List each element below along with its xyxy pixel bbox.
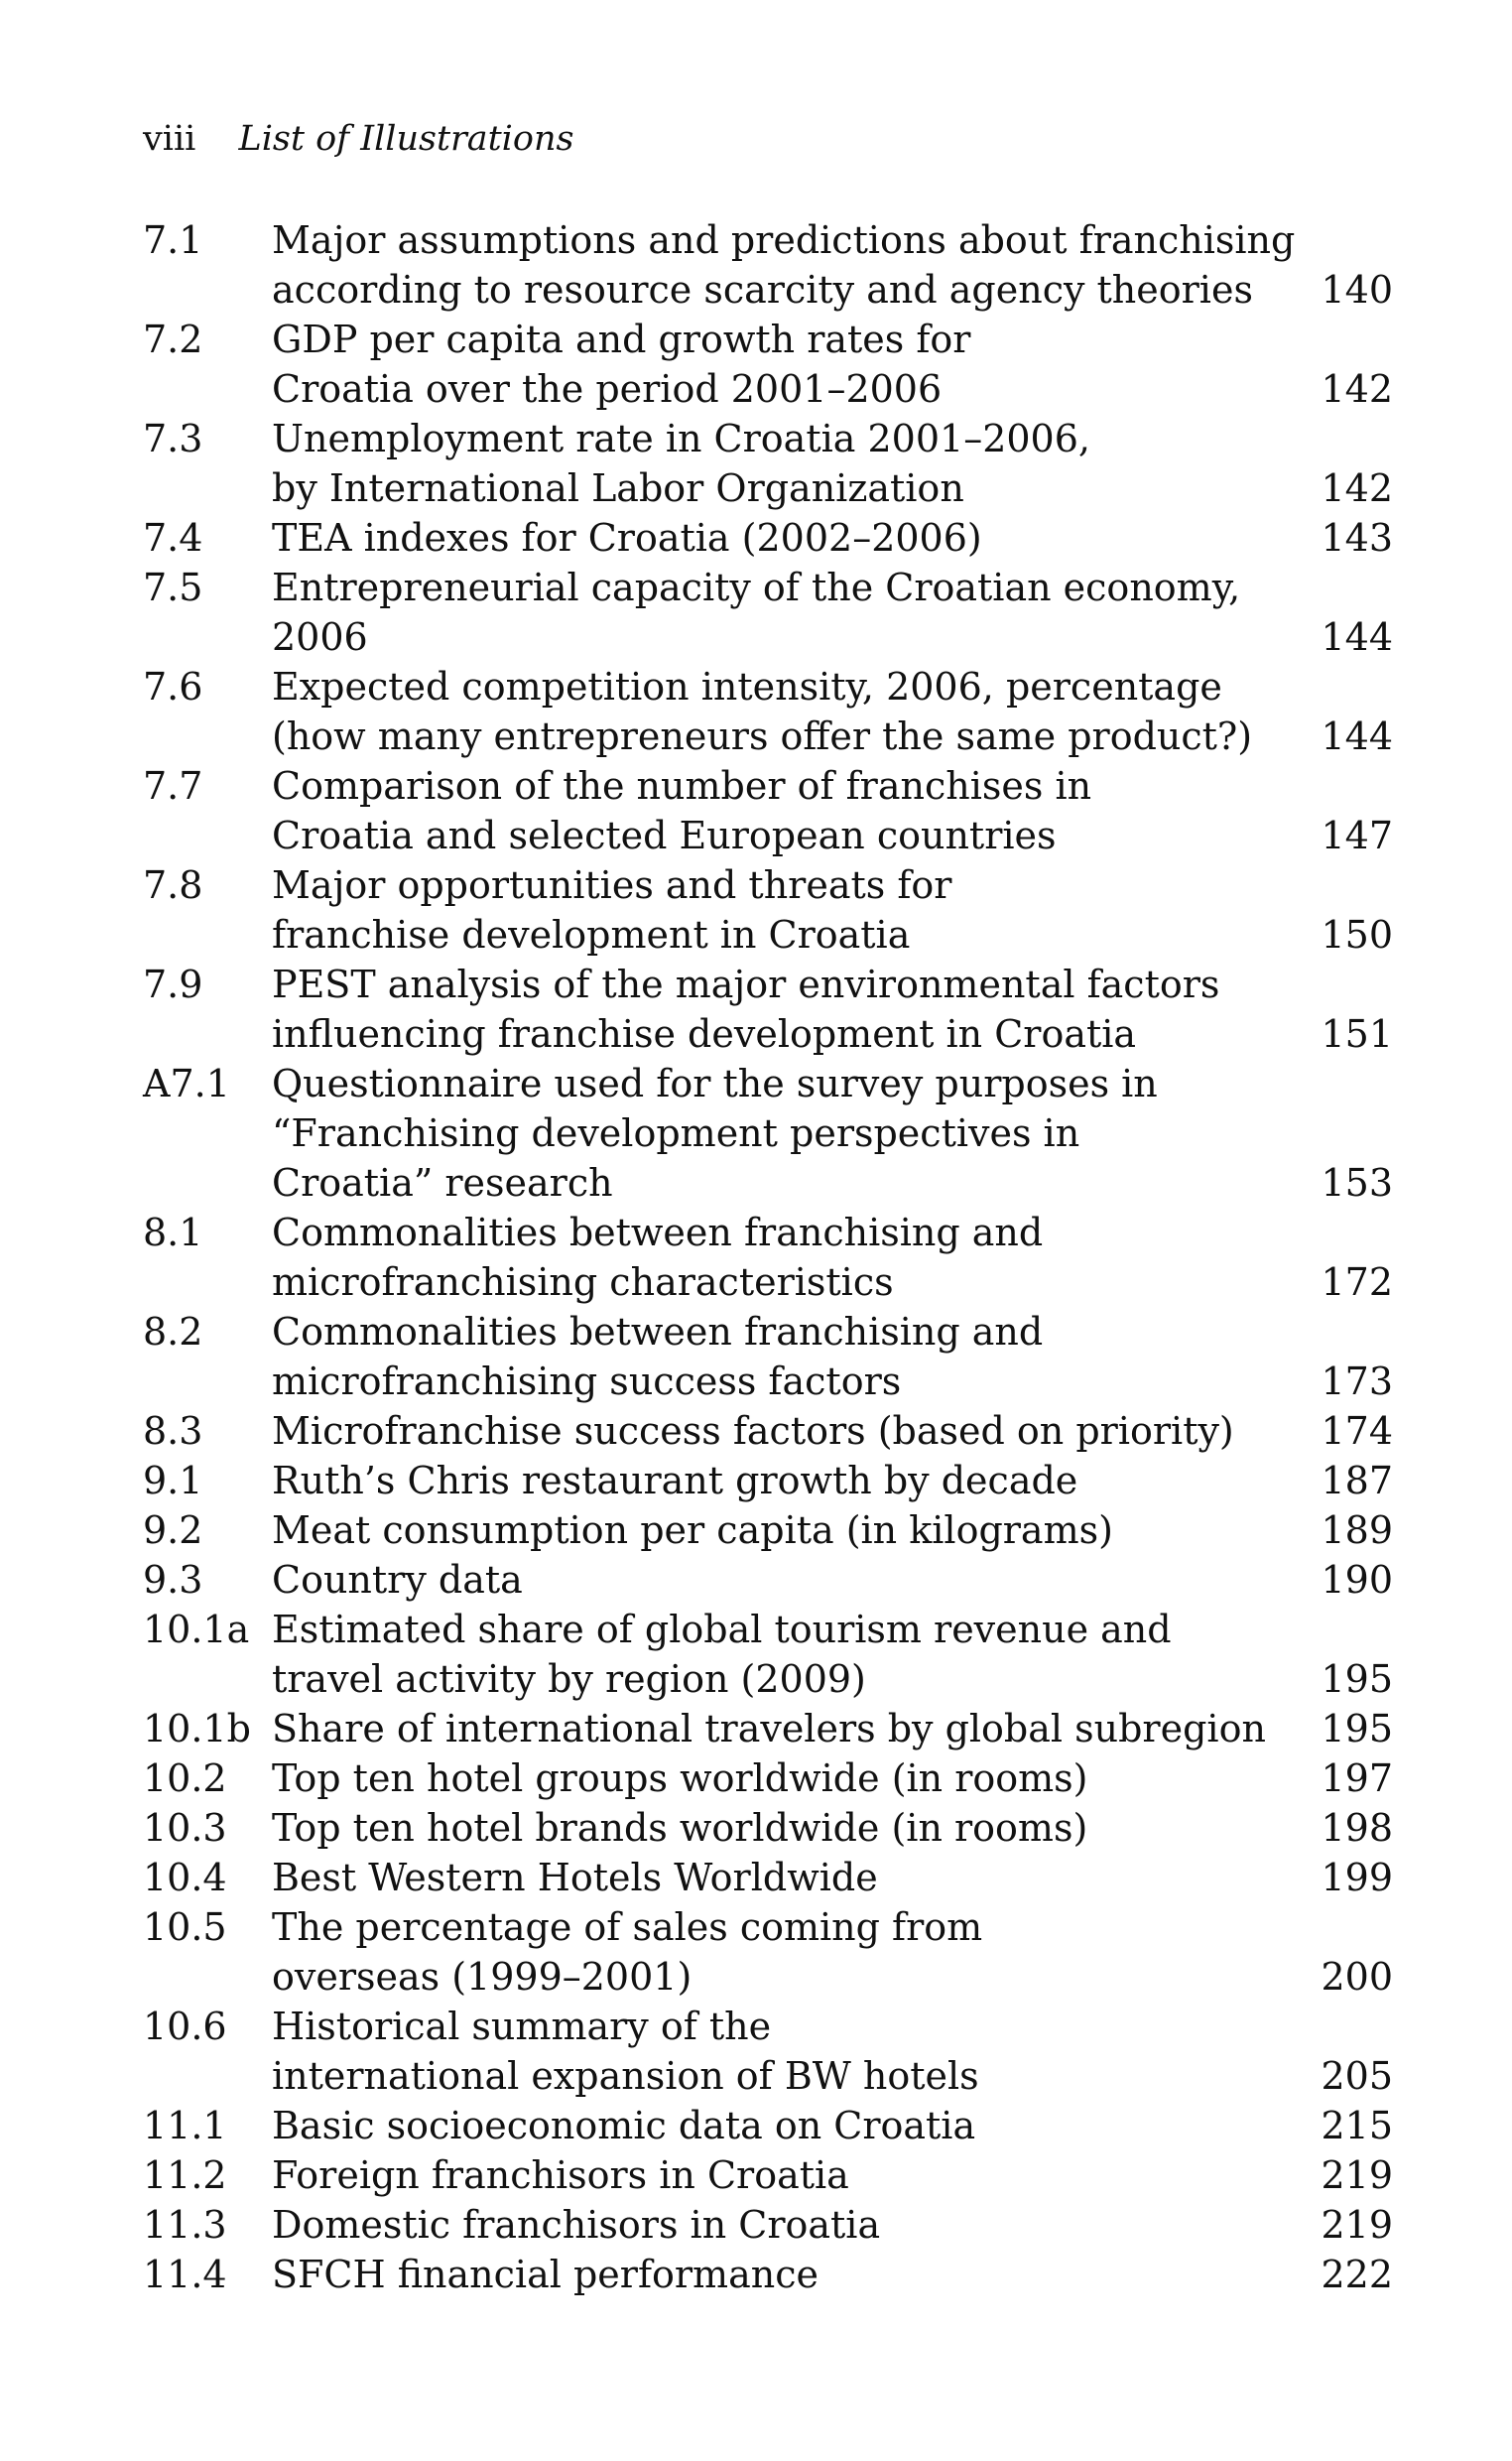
illustration-number: 9.3 (143, 1558, 203, 1602)
illustration-number: 11.4 (143, 2253, 227, 2296)
illustration-caption: Major assumptions and predictions about franchising according to resource scarcity and agency theories (272, 218, 1296, 312)
illustration-caption: Unemployment rate in Croatia 2001–2006, by International Labor Organization (272, 417, 1090, 510)
illustration-page: 142 (1321, 367, 1393, 411)
list-item (143, 662, 1393, 761)
illustration-number: 7.8 (143, 863, 203, 907)
illustration-number: 8.2 (143, 1310, 203, 1354)
illustration-number: 11.1 (143, 2104, 227, 2147)
illustration-page: 172 (1321, 1260, 1393, 1304)
illustration-caption: SFCH financial performance (272, 2253, 819, 2296)
list-item (143, 2101, 1393, 2150)
illustrations-list (143, 215, 1393, 2299)
illustration-caption: Country data (272, 1558, 523, 1602)
illustration-number: 7.5 (143, 566, 203, 609)
illustration-number: A7.1 (143, 1062, 230, 1105)
list-item (143, 1853, 1393, 1902)
illustration-caption: TEA indexes for Croatia (2002–2006) (272, 516, 982, 560)
list-item (143, 1406, 1393, 1456)
illustration-page: 140 (1321, 268, 1393, 312)
list-item (143, 513, 1393, 563)
illustration-number: 11.3 (143, 2203, 227, 2247)
illustration-page: 143 (1321, 516, 1393, 560)
illustration-number: 10.6 (143, 2005, 227, 2048)
illustration-caption: PEST analysis of the major environmental factors influencing franchise development in Croatia (272, 963, 1220, 1056)
illustration-number: 7.1 (143, 218, 203, 262)
illustration-page: 215 (1321, 2104, 1393, 2147)
illustration-caption: Meat consumption per capita (in kilograms) (272, 1508, 1113, 1552)
illustration-caption: Major opportunities and threats for franchise development in Croatia (272, 863, 952, 957)
illustration-number: 10.1b (143, 1707, 251, 1750)
illustration-caption: Ruth’s Chris restaurant growth by decade (272, 1459, 1078, 1502)
illustration-page: 144 (1321, 714, 1393, 758)
illustration-page: 199 (1321, 1856, 1393, 1899)
illustration-number: 10.5 (143, 1905, 227, 1949)
list-item (143, 1456, 1393, 1505)
illustration-caption: Expected competition intensity, 2006, percentage (how many entrepreneurs offer the same product?) (272, 665, 1253, 758)
illustration-number: 8.3 (143, 1409, 203, 1453)
list-item (143, 1307, 1393, 1406)
illustration-page: 195 (1321, 1707, 1393, 1750)
list-item (143, 1803, 1393, 1853)
illustration-page: 200 (1321, 1955, 1393, 1999)
illustration-page: 205 (1321, 2054, 1393, 2098)
illustration-caption: Comparison of the number of franchises in Croatia and selected European countries (272, 764, 1092, 857)
illustration-page: 190 (1321, 1558, 1393, 1602)
illustration-page: 142 (1321, 466, 1393, 510)
illustration-caption: Best Western Hotels Worldwide (272, 1856, 878, 1899)
illustration-page: 189 (1321, 1508, 1393, 1552)
list-item (143, 2150, 1393, 2200)
illustration-caption: Foreign franchisors in Croatia (272, 2153, 849, 2197)
illustration-caption: Top ten hotel brands worldwide (in rooms) (272, 1806, 1088, 1850)
illustration-page: 173 (1321, 1360, 1393, 1403)
illustration-number: 8.1 (143, 1211, 203, 1254)
illustration-number: 11.2 (143, 2153, 227, 2197)
illustration-caption: Entrepreneurial capacity of the Croatian economy, 2006 (272, 566, 1241, 659)
illustration-caption: Top ten hotel groups worldwide (in rooms) (272, 1756, 1088, 1800)
list-item (143, 1555, 1393, 1605)
illustration-number: 9.2 (143, 1508, 203, 1552)
illustration-page: 151 (1321, 1012, 1393, 1056)
section-title: List of Illustrations (238, 119, 574, 159)
illustration-caption: GDP per capita and growth rates for Croatia over the period 2001–2006 (272, 318, 971, 411)
list-item (143, 563, 1393, 662)
list-item (143, 860, 1393, 960)
illustration-page: 147 (1321, 814, 1393, 857)
illustration-number: 7.2 (143, 318, 203, 361)
illustration-page: 219 (1321, 2203, 1393, 2247)
illustration-page: 198 (1321, 1806, 1393, 1850)
illustration-page: 150 (1321, 913, 1393, 957)
illustration-caption: Basic socioeconomic data on Croatia (272, 2104, 976, 2147)
illustration-caption: Questionnaire used for the survey purposes in “Franchising development perspectives in Croatia” research (272, 1062, 1158, 1205)
illustration-caption: Microfranchise success factors (based on priority) (272, 1409, 1234, 1453)
illustration-number: 10.2 (143, 1756, 227, 1800)
illustration-page: 219 (1321, 2153, 1393, 2197)
illustration-number: 9.1 (143, 1459, 203, 1502)
list-item (143, 1902, 1393, 2002)
illustration-number: 7.4 (143, 516, 203, 560)
illustration-page: 195 (1321, 1657, 1393, 1701)
illustration-page: 174 (1321, 1409, 1393, 1453)
illustration-page: 197 (1321, 1756, 1393, 1800)
list-item (143, 761, 1393, 860)
illustration-caption: Share of international travelers by global subregion (272, 1707, 1266, 1750)
illustration-number: 10.3 (143, 1806, 227, 1850)
illustration-number: 7.9 (143, 963, 203, 1006)
illustration-number: 10.1a (143, 1608, 250, 1651)
list-item (143, 1059, 1393, 1208)
page-number: viii (143, 119, 196, 159)
illustration-caption: Commonalities between franchising and microfranchising characteristics (272, 1211, 1044, 1304)
list-item (143, 1753, 1393, 1803)
list-item (143, 215, 1393, 315)
list-item (143, 1208, 1393, 1307)
illustration-caption: Domestic franchisors in Croatia (272, 2203, 881, 2247)
illustration-page: 144 (1321, 615, 1393, 659)
illustration-page: 187 (1321, 1459, 1393, 1502)
illustration-caption: The percentage of sales coming from overseas (1999–2001) (272, 1905, 983, 1999)
list-item (143, 315, 1393, 414)
illustration-number: 7.7 (143, 764, 203, 808)
illustration-number: 10.4 (143, 1856, 227, 1899)
list-item (143, 2002, 1393, 2101)
illustration-number: 7.6 (143, 665, 203, 709)
running-head (143, 117, 573, 161)
illustration-caption: Commonalities between franchising and microfranchising success factors (272, 1310, 1044, 1403)
illustration-caption: Historical summary of the international expansion of BW hotels (272, 2005, 979, 2098)
illustration-page: 222 (1321, 2253, 1393, 2296)
list-item (143, 1505, 1393, 1555)
list-item (143, 1605, 1393, 1704)
list-item (143, 960, 1393, 1059)
list-item (143, 2200, 1393, 2250)
list-item (143, 414, 1393, 513)
illustration-page: 153 (1321, 1161, 1393, 1205)
list-item (143, 2250, 1393, 2299)
list-item (143, 1704, 1393, 1753)
illustration-number: 7.3 (143, 417, 203, 460)
illustration-caption: Estimated share of global tourism revenue and travel activity by region (2009) (272, 1608, 1172, 1701)
